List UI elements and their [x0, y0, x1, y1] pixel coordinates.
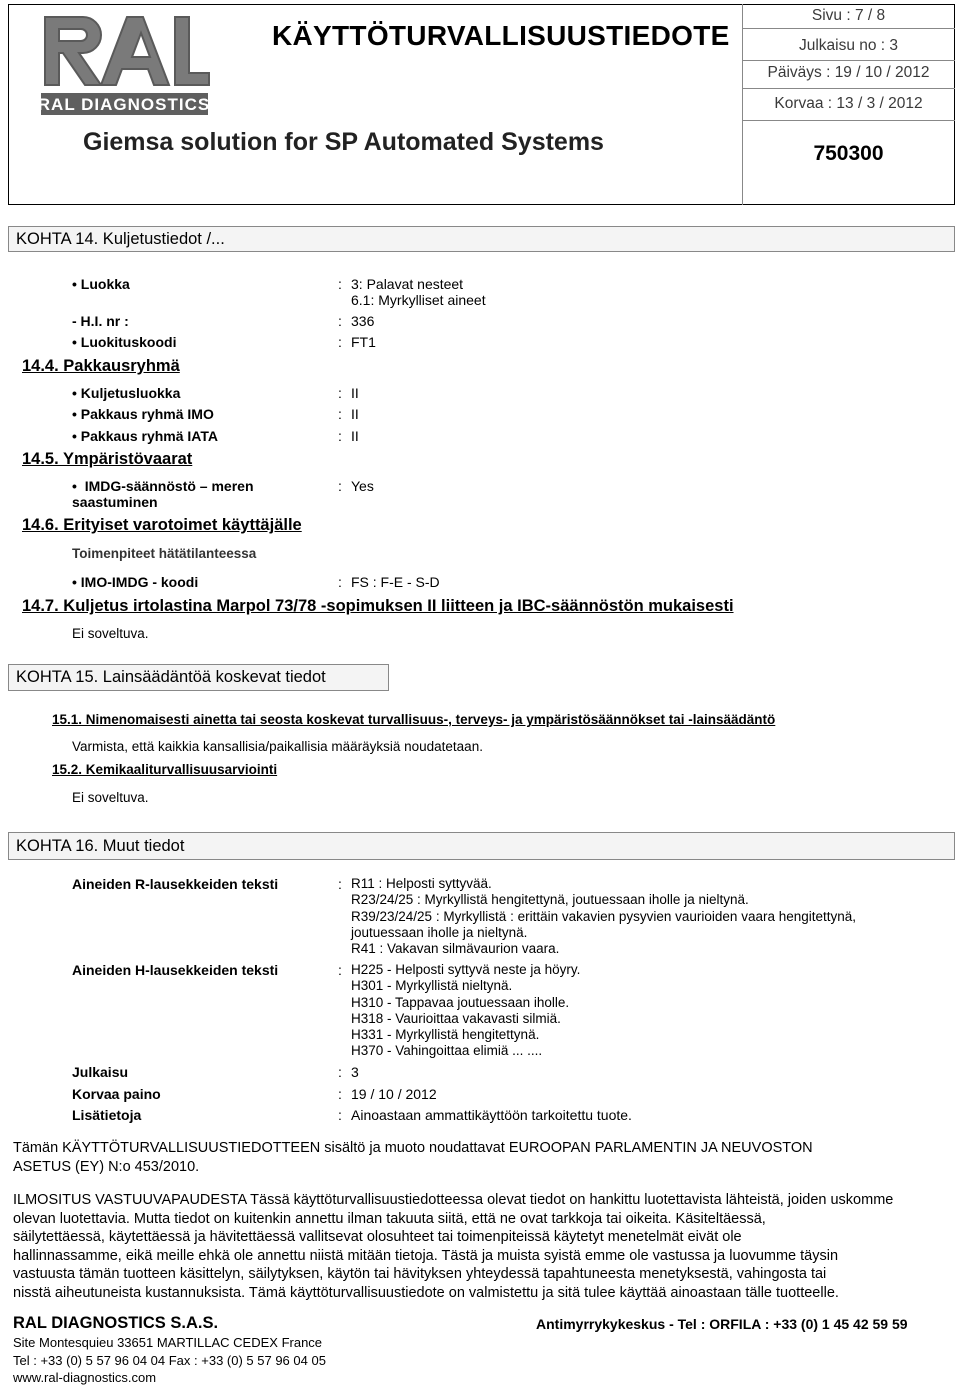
section-14-heading: KOHTA 14. Kuljetustiedot /... — [8, 226, 955, 252]
company-name: RAL DIAGNOSTICS S.A.S. — [13, 1314, 219, 1332]
luokituskoodi-value: FT1 — [351, 334, 376, 350]
imdg-value: Yes — [351, 478, 374, 494]
section-16-heading: KOHTA 16. Muut tiedot — [8, 832, 955, 860]
h-phrase: H225 - Helposti syttyvä neste ja höyry. — [351, 962, 581, 977]
r-phrase: joutuessaan iholle ja nieltynä. — [351, 924, 528, 940]
regulation-statement: Tämän KÄYTTÖTURVALLISUUSTIEDOTTEEN sisältö ja muoto noudattavat EUROOPAN PARLAMENTIN JA NEUVOSTON ASETUS (EY) N:o 453/2010. — [13, 1140, 813, 1175]
korvaa-value: 19 / 10 / 2012 — [351, 1086, 437, 1102]
h-phrase: H310 - Tappavaa joutuessaan iholle. — [351, 994, 570, 1010]
not-applicable-15-2: Ei soveltuva. — [72, 790, 149, 805]
page-number: Sivu : 7 / 8 — [811, 7, 886, 24]
imo-value: II — [351, 406, 359, 422]
subsection-15-1: 15.1. Nimenomaisesti ainetta tai seosta koskevat turvallisuus-, terveys- ja ympäristösäännökset tai -lainsäädäntö — [52, 712, 776, 727]
document-title: KÄYTTÖTURVALLISUUSTIEDOTE — [272, 20, 730, 51]
h-phrases-label: Aineiden H-lausekkeiden teksti — [72, 962, 279, 978]
bullet-imdg: • IMDG-säännöstö – meren — [72, 478, 254, 494]
company-phone: Tel : +33 (0) 5 57 96 04 04 Fax : +33 (0) 5 57 96 04 05 — [13, 1353, 326, 1368]
lisatietoja-value: Ainoastaan ammattikäyttöön tarkoitettu tuote. — [351, 1107, 632, 1123]
subsection-15-2: 15.2. Kemikaaliturvallisuusarviointi — [52, 762, 278, 777]
meta-line — [742, 120, 955, 121]
h-phrase: H331 - Myrkyllistä hengitettynä. — [351, 1027, 540, 1043]
bullet-kuljetusluokka: • Kuljetusluokka — [72, 385, 181, 401]
bullet-imo-imdg: • IMO-IMDG - koodi — [72, 574, 199, 590]
hi-number-label: - H.I. nr : — [72, 313, 129, 329]
bullet-iata: • Pakkaus ryhmä IATA — [72, 428, 219, 444]
luokka-value-1: 3: Palavat nesteet — [351, 276, 464, 292]
h-phrases-list — [351, 962, 580, 1060]
iata-value: II — [351, 428, 359, 444]
hi-number-value: 336 — [351, 313, 375, 329]
issue-number: Julkaisu no : 3 — [798, 37, 899, 54]
subsection-14-7: 14.7. Kuljetus irtolastina Marpol 73/78 -sopimuksen II liitteen ja IBC-säännöstön mukaisesti — [22, 597, 734, 615]
emergency-measures-label: Toimenpiteet hätätilanteessa — [72, 546, 257, 561]
bullet-luokka: • Luokka — [72, 276, 130, 292]
subsection-14-6: 14.6. Erityiset varotoimet käyttäjälle — [22, 516, 302, 534]
bullet-luokituskoodi: • Luokituskoodi — [72, 334, 177, 350]
company-website[interactable]: www.ral-diagnostics.com — [13, 1370, 157, 1385]
company-address: Site Montesquieu 33651 MARTILLAC CEDEX France — [13, 1335, 323, 1350]
luokka-value-2: 6.1: Myrkylliset aineet — [351, 292, 486, 308]
poison-center: Antimyrrykykeskus - Tel : ORFILA : +33 (0) 1 45 42 59 59 — [536, 1316, 908, 1332]
regulations-note: Varmista, että kaikkia kansallisia/paikallisia määräyksiä noudatetaan. — [72, 739, 483, 754]
imo-imdg-value: FS : F-E - S-D — [351, 574, 440, 590]
imdg-label-line2: saastuminen — [72, 494, 158, 510]
ral-diagnostics-logo — [37, 9, 212, 119]
r-phrase: R39/23/24/25 : Myrkyllistä : erittäin vakavien pysyvien vaurioiden vaara hengitettynä, — [351, 908, 857, 924]
meta-line — [742, 28, 955, 29]
r-phrase: R41 : Vakavan silmävaurion vaara. — [351, 941, 560, 957]
r-phrase: R11 : Helposti syttyvää. — [351, 876, 492, 891]
issue-date: Päiväys : 19 / 10 / 2012 — [767, 64, 930, 81]
r-phrases-label: Aineiden R-lausekkeiden teksti — [72, 876, 279, 892]
julkaisu-value: 3 — [351, 1064, 359, 1080]
meta-line — [742, 88, 955, 89]
r-phrase: R23/24/25 : Myrkyllistä hengitettynä, joutuessaan iholle ja nieltynä. — [351, 892, 749, 908]
r-phrases-list — [351, 876, 856, 957]
subsection-14-5: 14.5. Ympäristövaarat — [22, 450, 193, 468]
kuljetusluokka-value: II — [351, 385, 359, 401]
meta-divider — [742, 4, 743, 205]
disclaimer: ILMOSITUS VASTUUVAPAUDESTA Tässä käyttöturvallisuustiedotteessa olevat tiedot on hankittu luotettavista lähteistä, joiden uskomme olevan luotettavia. Mutta tiedot on kuitenkin annettu ilman takuuta siitä, että ne ovat tarkkoja tai oikeita. Käsiteltäessä, säilytettäessä, käytettäessä ja hävitettäessä vallitsevat olosuhteet tai toimenpiteissä käytetyt menetelmät eivät ole hallinnassamme, eikä meille ehkä ole annettu niistä mitään tietoja. Tästä ja muista syistä emme ole vastussa ja luovumme täysin vastuusta tämän tuotteen käsittelyn, säilytyksen, käytön tai hävityksen yhteydessä tapahtuneesta menetyksestä, vahingosta tai nisstä aiheutuneista kustannuksista. Tämä käyttöturvallisuustiedote on valmistettu ja sitä tulee käyttää ainoastaan tälle tuotteelle. — [13, 1192, 894, 1301]
bullet-imo: • Pakkaus ryhmä IMO — [72, 406, 214, 422]
h-phrase: H370 - Vahingoittaa elimiä ... .... — [351, 1043, 543, 1059]
meta-line — [742, 60, 955, 61]
svg-text:RAL DIAGNOSTICS: RAL DIAGNOSTICS — [37, 95, 211, 114]
julkaisu-label: Julkaisu — [72, 1064, 129, 1080]
replaces-date: Korvaa : 13 / 3 / 2012 — [774, 95, 923, 112]
h-phrase: H301 - Myrkyllistä nieltynä. — [351, 978, 513, 994]
korvaa-label: Korvaa paino — [72, 1086, 161, 1102]
product-code: 750300 — [813, 142, 884, 165]
h-phrase: H318 - Vaurioittaa vakavasti silmiä. — [351, 1010, 561, 1026]
subsection-14-4: 14.4. Pakkausryhmä — [22, 357, 180, 375]
section-15-heading: KOHTA 15. Lainsäädäntöä koskevat tiedot — [8, 664, 389, 691]
product-name: Giemsa solution for SP Automated Systems — [83, 128, 604, 156]
not-applicable-14-7: Ei soveltuva. — [72, 626, 149, 641]
lisatietoja-label: Lisätietoja — [72, 1107, 142, 1123]
